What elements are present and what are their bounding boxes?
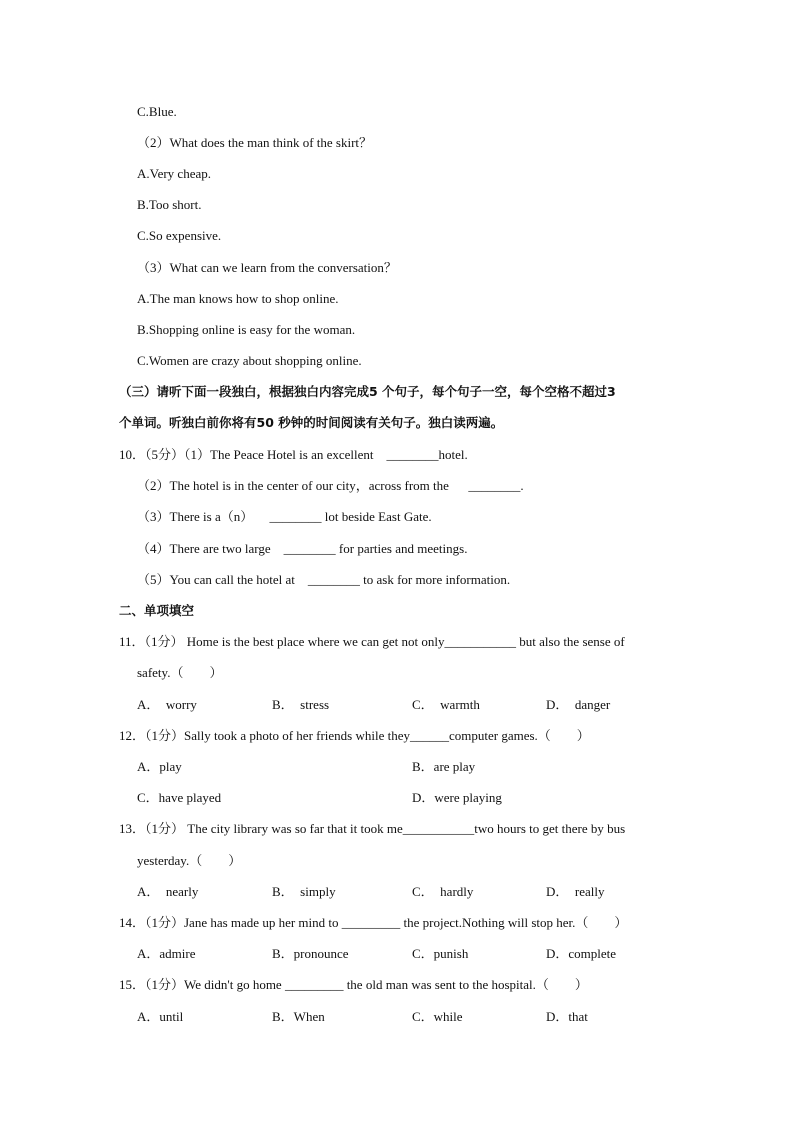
q13-option-a: A． nearly	[137, 884, 199, 899]
section3-instruction-line2: 个单词。听独白前你将有50 秒钟的时间阅读有关句子。独白读两遍。	[119, 415, 504, 430]
q11-option-a: A． worry	[137, 697, 197, 712]
q12-option-b: B．are play	[412, 759, 476, 774]
q9-3-option-a: A.The man knows how to shop online.	[137, 291, 339, 306]
q13-option-b: B． simply	[272, 884, 336, 899]
q9-3-option-b: B.Shopping online is easy for the woman.	[137, 322, 356, 337]
q12-option-c: C．have played	[137, 790, 222, 805]
q11-option-d: D． danger	[546, 697, 611, 712]
q10-line-1: 10．（5分）（1）The Peace Hotel is an excellent ________hotel.	[119, 447, 468, 462]
q9-2-stem: （2）What does the man think of the skirt？	[137, 135, 373, 150]
q9-3-stem: （3）What can we learn from the conversation？	[137, 260, 397, 275]
q13-option-c: C． hardly	[412, 884, 474, 899]
q10-line-3: （3）There is a（n） ________ lot beside East Gate.	[137, 509, 432, 524]
q11-stem-line1: 11．（1分） Home is the best place where we can get not only___________ but also the sense of	[119, 634, 625, 649]
q11-option-b: B． stress	[272, 697, 330, 712]
q10-line-4: （4）There are two large ________ for parties and meetings.	[137, 541, 468, 556]
section3-instruction-line1: （三）请听下面一段独白，根据独白内容完成5 个句子，每个句子一空，每个空格不超过3	[119, 384, 616, 399]
q14-option-d: D．complete	[546, 946, 617, 961]
q11-stem-line2: safety.（ ）	[137, 665, 223, 680]
q9-3-option-c: C.Women are crazy about shopping online.	[137, 353, 362, 368]
section2-title: 二、单项填空	[119, 603, 195, 618]
q10-line-2: （2）The hotel is in the center of our city，across from the ________.	[137, 478, 524, 493]
q13-stem-line1: 13．（1分） The city library was so far that it took me___________two hours to get there by bus	[119, 821, 626, 836]
q15-stem: 15．（1分）We didn't go home _________ the old man was sent to the hospital.（ ）	[119, 977, 588, 992]
q9-2-option-c: C.So expensive.	[137, 228, 222, 243]
q12-option-d: D．were playing	[412, 790, 502, 805]
q12-stem: 12．（1分）Sally took a photo of her friends while they______computer games.（ ）	[119, 728, 590, 743]
q13-stem-line2: yesterday.（ ）	[137, 853, 242, 868]
q14-option-a: A．admire	[137, 946, 196, 961]
q9-2-option-b: B.Too short.	[137, 197, 202, 212]
q14-stem: 14．（1分）Jane has made up her mind to _________ the project.Nothing will stop her.（ ）	[119, 915, 628, 930]
q13-option-d: D． really	[546, 884, 605, 899]
q15-option-b: B．When	[272, 1009, 325, 1024]
q15-option-c: C．while	[412, 1009, 463, 1024]
q12-option-a: A．play	[137, 759, 182, 774]
q14-option-b: B．pronounce	[272, 946, 349, 961]
q15-option-d: D．that	[546, 1009, 588, 1024]
q10-line-5: （5）You can call the hotel at ________ to ask for more information.	[137, 572, 511, 587]
q15-option-a: A．until	[137, 1009, 184, 1024]
q9-2-option-a: A.Very cheap.	[137, 166, 211, 181]
q9-1-option-c: C.Blue.	[137, 104, 177, 119]
q11-option-c: C． warmth	[412, 697, 480, 712]
q14-option-c: C．punish	[412, 946, 469, 961]
